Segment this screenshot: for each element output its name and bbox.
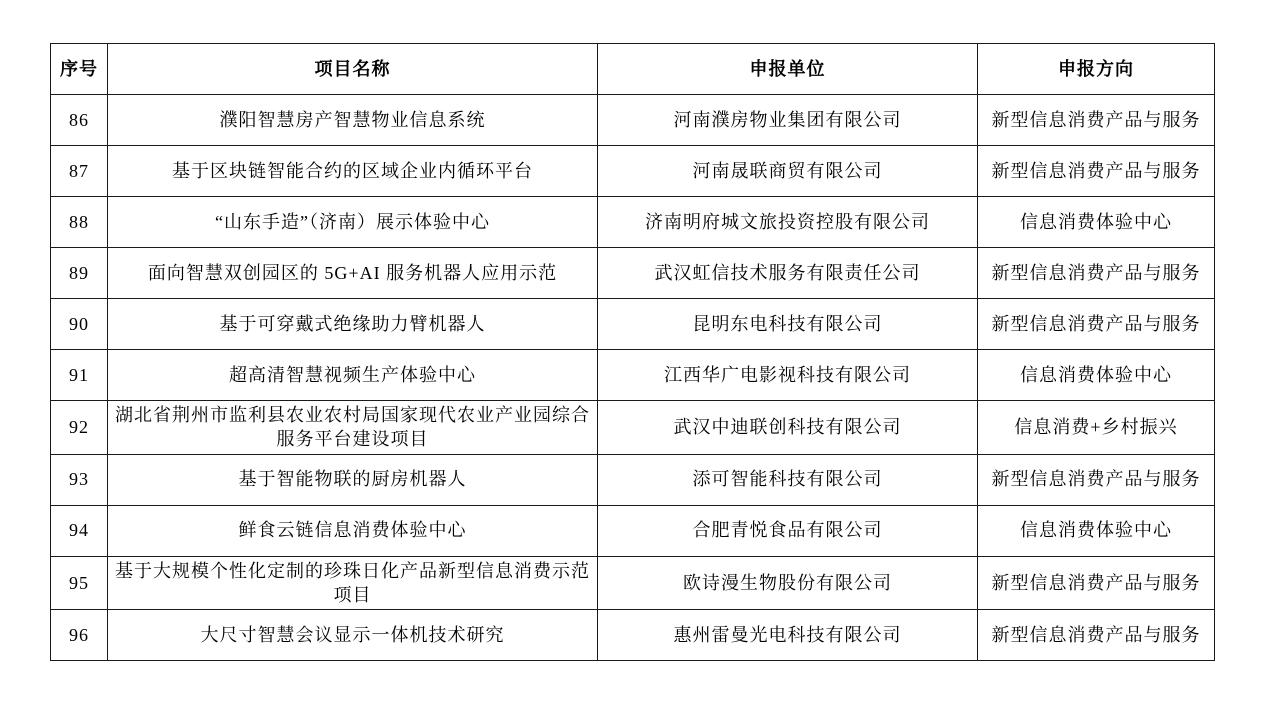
cell-direction: 新型信息消费产品与服务 [978, 299, 1215, 350]
table-row [51, 401, 1215, 455]
cell-project: 基于智能物联的厨房机器人 [108, 454, 598, 505]
cell-org: 昆明东电科技有限公司 [598, 299, 978, 350]
cell-direction: 新型信息消费产品与服务 [978, 248, 1215, 299]
cell-index: 86 [51, 95, 108, 146]
column-header-index: 序号 [51, 44, 108, 95]
cell-org: 武汉虹信技术服务有限责任公司 [598, 248, 978, 299]
cell-project: 超高清智慧视频生产体验中心 [108, 350, 598, 401]
cell-direction: 信息消费+乡村振兴 [978, 401, 1215, 455]
table-row [51, 610, 1215, 661]
cell-index: 96 [51, 610, 108, 661]
cell-project: 大尺寸智慧会议显示一体机技术研究 [108, 610, 598, 661]
column-header-direction: 申报方向 [978, 44, 1215, 95]
cell-index: 88 [51, 197, 108, 248]
cell-org: 济南明府城文旅投资控股有限公司 [598, 197, 978, 248]
cell-project: 面向智慧双创园区的 5G+AI 服务机器人应用示范 [108, 248, 598, 299]
cell-index: 92 [51, 401, 108, 455]
cell-index: 93 [51, 454, 108, 505]
table-row [51, 146, 1215, 197]
cell-org: 添可智能科技有限公司 [598, 454, 978, 505]
cell-direction: 信息消费体验中心 [978, 197, 1215, 248]
cell-direction: 新型信息消费产品与服务 [978, 556, 1215, 610]
cell-index: 95 [51, 556, 108, 610]
cell-org: 江西华广电影视科技有限公司 [598, 350, 978, 401]
table-row [51, 299, 1215, 350]
cell-org: 欧诗漫生物股份有限公司 [598, 556, 978, 610]
cell-direction: 信息消费体验中心 [978, 505, 1215, 556]
cell-direction: 信息消费体验中心 [978, 350, 1215, 401]
table-row [51, 95, 1215, 146]
cell-direction: 新型信息消费产品与服务 [978, 454, 1215, 505]
cell-project: 鲜食云链信息消费体验中心 [108, 505, 598, 556]
table-row [51, 505, 1215, 556]
cell-project: 湖北省荆州市监利县农业农村局国家现代农业产业园综合服务平台建设项目 [108, 401, 598, 455]
cell-direction: 新型信息消费产品与服务 [978, 95, 1215, 146]
cell-index: 87 [51, 146, 108, 197]
table-header-row [51, 44, 1215, 95]
cell-org: 惠州雷曼光电科技有限公司 [598, 610, 978, 661]
table-row [51, 197, 1215, 248]
cell-project: 濮阳智慧房产智慧物业信息系统 [108, 95, 598, 146]
cell-org: 河南濮房物业集团有限公司 [598, 95, 978, 146]
column-header-org: 申报单位 [598, 44, 978, 95]
table-row [51, 350, 1215, 401]
cell-project: 基于大规模个性化定制的珍珠日化产品新型信息消费示范项目 [108, 556, 598, 610]
cell-direction: 新型信息消费产品与服务 [978, 610, 1215, 661]
cell-index: 91 [51, 350, 108, 401]
cell-org: 武汉中迪联创科技有限公司 [598, 401, 978, 455]
column-header-project: 项目名称 [108, 44, 598, 95]
cell-project: 基于区块链智能合约的区域企业内循环平台 [108, 146, 598, 197]
cell-index: 94 [51, 505, 108, 556]
cell-index: 89 [51, 248, 108, 299]
table-row [51, 454, 1215, 505]
table-row [51, 556, 1215, 610]
cell-org: 合肥青悦食品有限公司 [598, 505, 978, 556]
cell-project: 基于可穿戴式绝缘助力臂机器人 [108, 299, 598, 350]
cell-index: 90 [51, 299, 108, 350]
cell-direction: 新型信息消费产品与服务 [978, 146, 1215, 197]
cell-project: “山东手造”（济南）展示体验中心 [108, 197, 598, 248]
table-row [51, 248, 1215, 299]
cell-org: 河南晟联商贸有限公司 [598, 146, 978, 197]
projects-table [50, 43, 1215, 661]
